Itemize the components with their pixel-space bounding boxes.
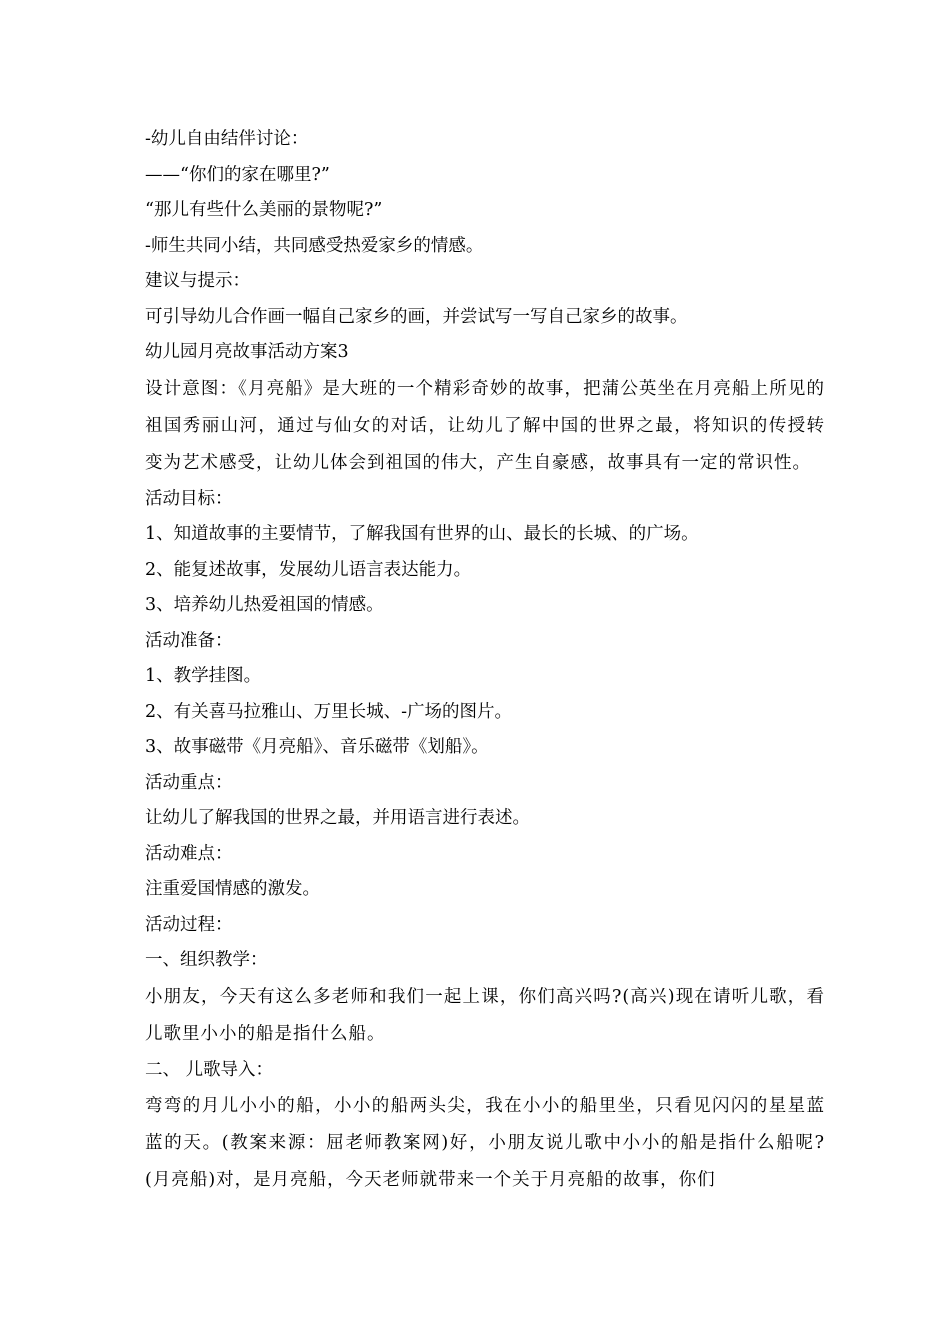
text-line: “那儿有些什么美丽的景物呢?” — [145, 200, 383, 220]
section-heading: 一、组织教学： — [145, 950, 268, 970]
text-line: 注重爱国情感的激发。 — [145, 879, 320, 899]
text-line: -幼儿自由结伴讨论： — [145, 129, 309, 149]
song-paragraph: 弯弯的月儿小小的船，小小的船两头尖，我在小小的船里坐，只看见闪闪的星星蓝蓝的天。(教案来源：屈老师教案网)好，小朋友说儿歌中小小的船是指什么船呢?(月亮船)对，是月亮船，今天老师就带来一个关于月亮船的故事，你们 — [145, 1096, 825, 1190]
text-line: -师生共同小结，共同感受热爱家乡的情感。 — [145, 235, 484, 256]
section-heading: 活动准备： — [145, 630, 233, 651]
list-item: 2、能复述故事，发展幼儿语言表达能力。 — [145, 559, 472, 580]
list-item: 1、知道故事的主要情节，了解我国有世界的山、最长的长城、的广场。 — [145, 524, 699, 544]
section-heading: 活动目标： — [145, 488, 233, 509]
text-line: 让幼儿了解我国的世界之最，并用语言进行表述。 — [145, 808, 530, 828]
document-body — [145, 122, 825, 1199]
section-heading: 二、 儿歌导入： — [145, 1059, 274, 1080]
list-item: 3、培养幼儿热爱祖国的情感。 — [145, 595, 384, 615]
list-item: 1、教学挂图。 — [145, 666, 262, 686]
list-item: 3、故事磁带《月亮船》、音乐磁带《划船》。 — [145, 737, 489, 757]
design-intent-paragraph: 设计意图：《月亮船》是大班的一个精彩奇妙的故事，把蒲公英坐在月亮船上所见的祖国秀丽山河，通过与仙女的对话，让幼儿了解中国的世界之最，将知识的传授转变为艺术感受，让幼儿体会到祖国的伟大，产生自豪感，故事具有一定的常识性。 — [145, 378, 825, 473]
text-line: ——“你们的家在哪里?” — [145, 164, 330, 185]
section-heading: 建议与提示： — [145, 271, 250, 291]
document-title: 幼儿园月亮故事活动方案3 — [145, 342, 349, 362]
section-heading: 活动重点： — [145, 772, 233, 793]
section-heading: 活动过程： — [145, 914, 233, 935]
list-item: 2、有关喜马拉雅山、万里长城、-广场的图片。 — [145, 701, 513, 722]
section-heading: 活动难点： — [145, 843, 233, 864]
intro-paragraph: 小朋友，今天有这么多老师和我们一起上课，你们高兴吗?(高兴)现在请听儿歌，看儿歌里小小的船是指什么船。 — [145, 986, 825, 1044]
text-line: 可引导幼儿合作画一幅自己家乡的画，并尝试写一写自己家乡的故事。 — [145, 306, 688, 327]
